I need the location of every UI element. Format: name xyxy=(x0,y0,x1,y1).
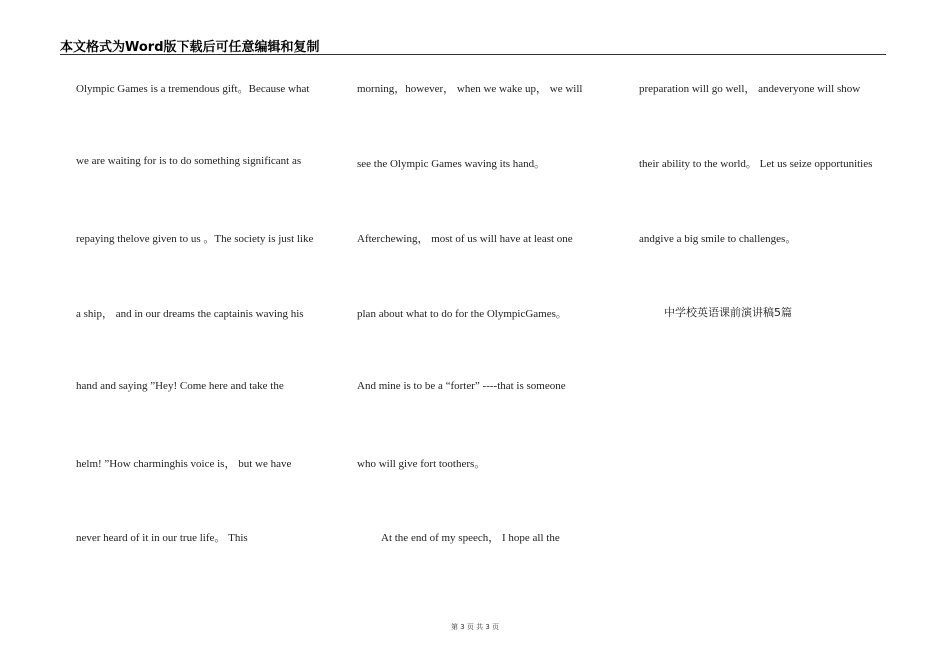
header-title: 本文格式为Word版下载后可任意编辑和复制 xyxy=(60,40,320,55)
text-line: hand and saying ”Hey! Come here and take the xyxy=(76,380,284,392)
text-line: a ship， and in our dreams the captainis waving his xyxy=(76,308,304,320)
text-line: see the Olympic Games waving its hand。 xyxy=(357,158,546,170)
text-line: andgive a big smile to challenges。 xyxy=(639,233,797,245)
text-line: At the end of my speech， I hope all the xyxy=(381,532,560,544)
page-number: 第 3 页 共 3 页 xyxy=(450,623,500,631)
text-line: And mine is to be a “forter” ----that is someone xyxy=(357,380,566,392)
text-line: preparation will go well， andeveryone will show xyxy=(639,83,861,95)
text-line: repaying thelove given to us 。The society is just like xyxy=(76,233,314,245)
text-line: we are waiting for is to do something significant as xyxy=(76,155,302,167)
text-line: plan about what to do for the OlympicGames。 xyxy=(357,308,567,320)
page-header xyxy=(60,36,886,55)
text-line: their ability to the world。 Let us seize opportunities xyxy=(639,158,873,170)
text-line: Olympic Games is a tremendous gift。Because what xyxy=(76,83,310,95)
text-line: morning，however， when we wake up， we will xyxy=(357,83,583,95)
text-line: helm! ”How charminghis voice is， but we have xyxy=(76,458,292,470)
text-line: never heard of it in our true life。 This xyxy=(76,532,248,544)
section-title: 中学校英语课前演讲稿5篇 xyxy=(664,306,792,319)
text-line: Afterchewing， most of us will have at least one xyxy=(357,233,573,245)
text-line: who will give fort toothers。 xyxy=(357,458,486,470)
